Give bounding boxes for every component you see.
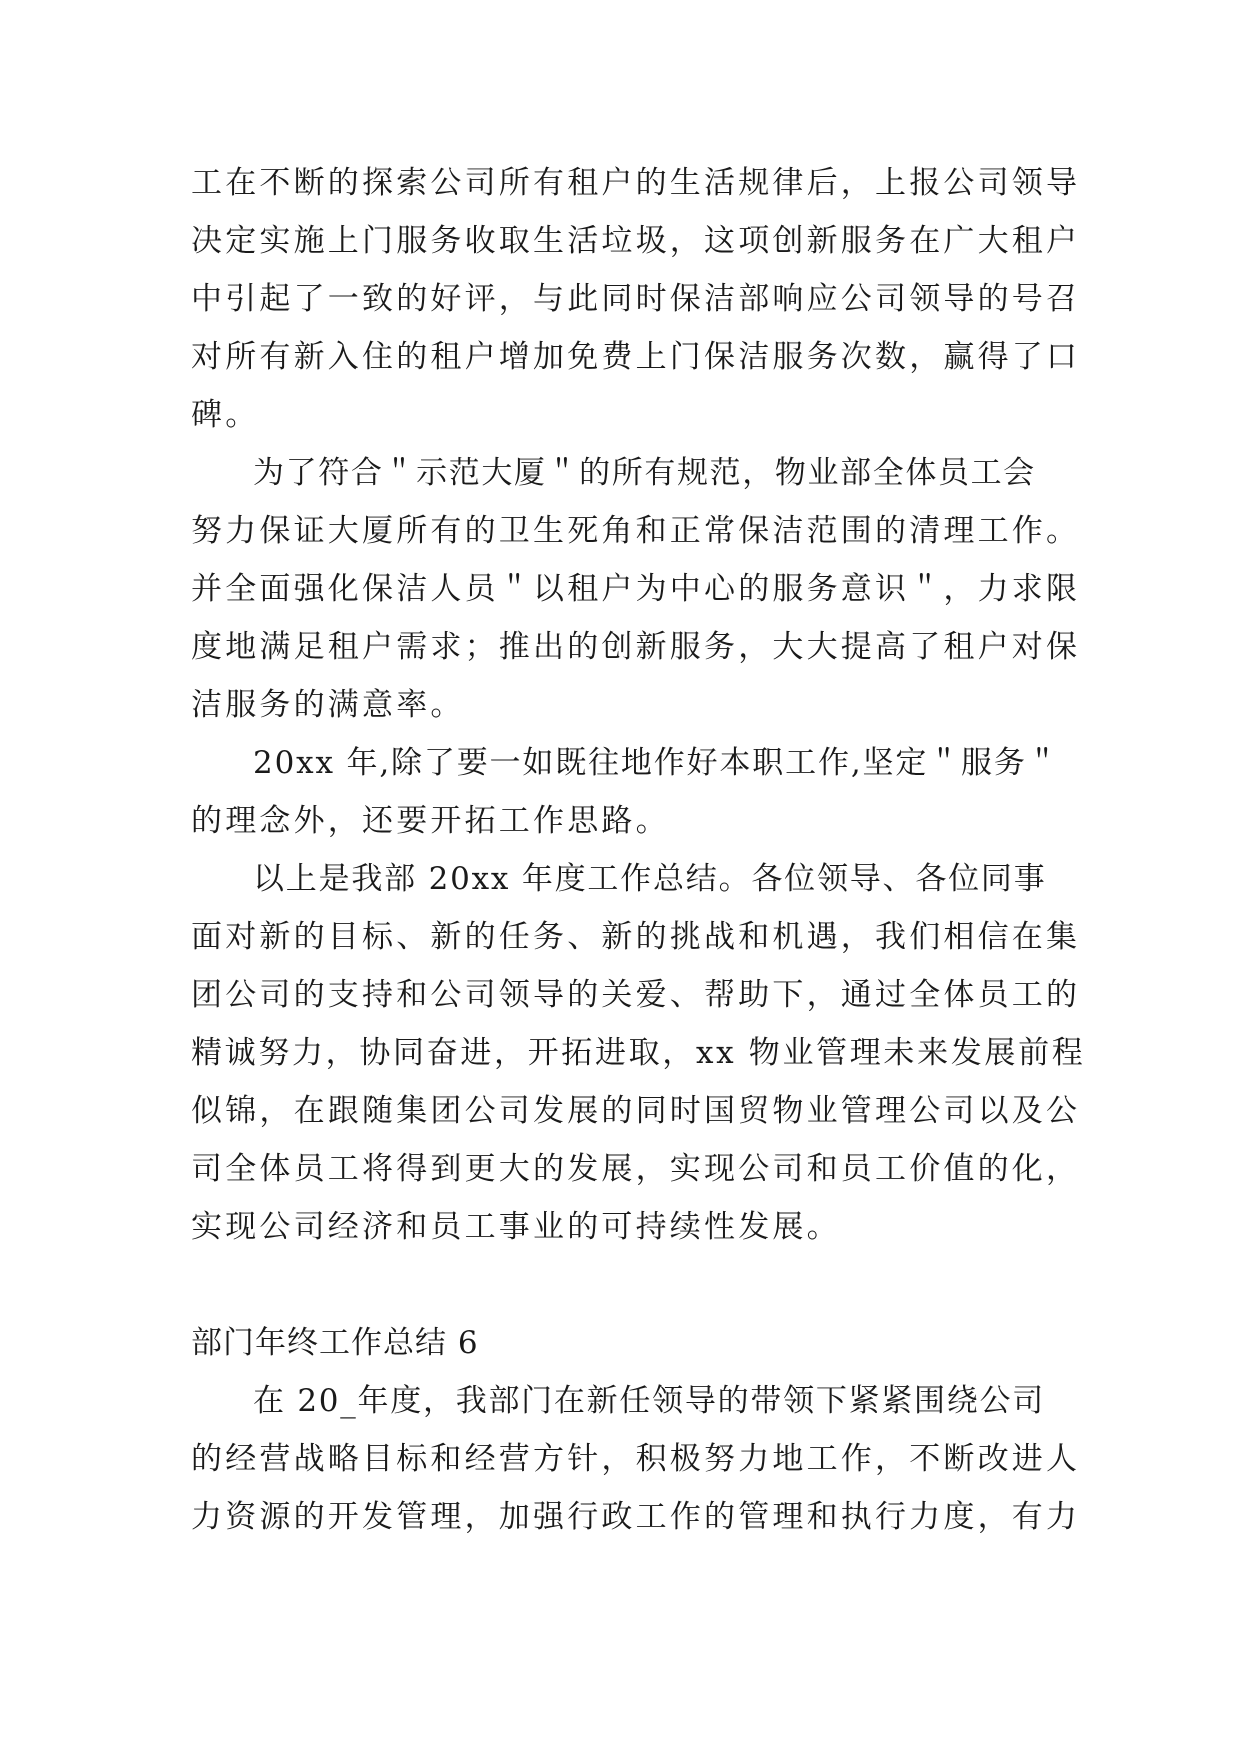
text-line: 的理念外，还要开拓工作思路。 bbox=[191, 803, 670, 839]
text-line: 中引起了一致的好评，与此同时保洁部响应公司领导的号召 bbox=[191, 281, 1081, 317]
text-line: 司全体员工将得到更大的发展，实现公司和员工价值的化， bbox=[191, 1151, 1081, 1187]
text-line: 工在不断的探索公司所有租户的生活规律后，上报公司领导 bbox=[191, 165, 1081, 201]
text-line: 洁服务的满意率。 bbox=[191, 687, 465, 723]
text-line: 为了符合＂示范大厦＂的所有规范，物业部全体员工会 bbox=[253, 455, 1036, 491]
text-line: 团公司的支持和公司领导的关爱、帮助下，通过全体员工的 bbox=[191, 977, 1081, 1013]
text-line: 实现公司经济和员工事业的可持续性发展。 bbox=[191, 1209, 841, 1245]
text-line: 并全面强化保洁人员＂以租户为中心的服务意识＂，力求限 bbox=[191, 571, 1081, 607]
text-line: 努力保证大厦所有的卫生死角和正常保洁范围的清理工作。 bbox=[191, 513, 1081, 549]
text-line: 在 20_年度，我部门在新任领导的带领下紧紧围绕公司 bbox=[253, 1383, 1045, 1419]
text-line: 面对新的目标、新的任务、新的挑战和机遇，我们相信在集 bbox=[191, 919, 1081, 955]
text-line: 的经营战略目标和经营方针，积极努力地工作，不断改进人 bbox=[191, 1441, 1081, 1477]
text-line: 精诚努力，协同奋进，开拓进取，xx 物业管理未来发展前程 bbox=[191, 1035, 1086, 1071]
text-line: 似锦，在跟随集团公司发展的同时国贸物业管理公司以及公 bbox=[191, 1093, 1081, 1129]
text-line: 20xx 年,除了要一如既往地作好本职工作,坚定＂服务＂ bbox=[253, 745, 1060, 781]
text-line: 以上是我部 20xx 年度工作总结。各位领导、各位同事 bbox=[253, 861, 1047, 897]
text-line: 度地满足租户需求；推出的创新服务，大大提高了租户对保 bbox=[191, 629, 1081, 665]
text-line: 力资源的开发管理，加强行政工作的管理和执行力度，有力 bbox=[191, 1499, 1081, 1535]
text-line: 决定实施上门服务收取生活垃圾，这项创新服务在广大租户 bbox=[191, 223, 1081, 259]
text-line: 碑。 bbox=[191, 397, 260, 433]
text-line: 对所有新入住的租户增加免费上门保洁服务次数，赢得了口 bbox=[191, 339, 1081, 375]
section-title: 部门年终工作总结 6 bbox=[191, 1325, 479, 1361]
